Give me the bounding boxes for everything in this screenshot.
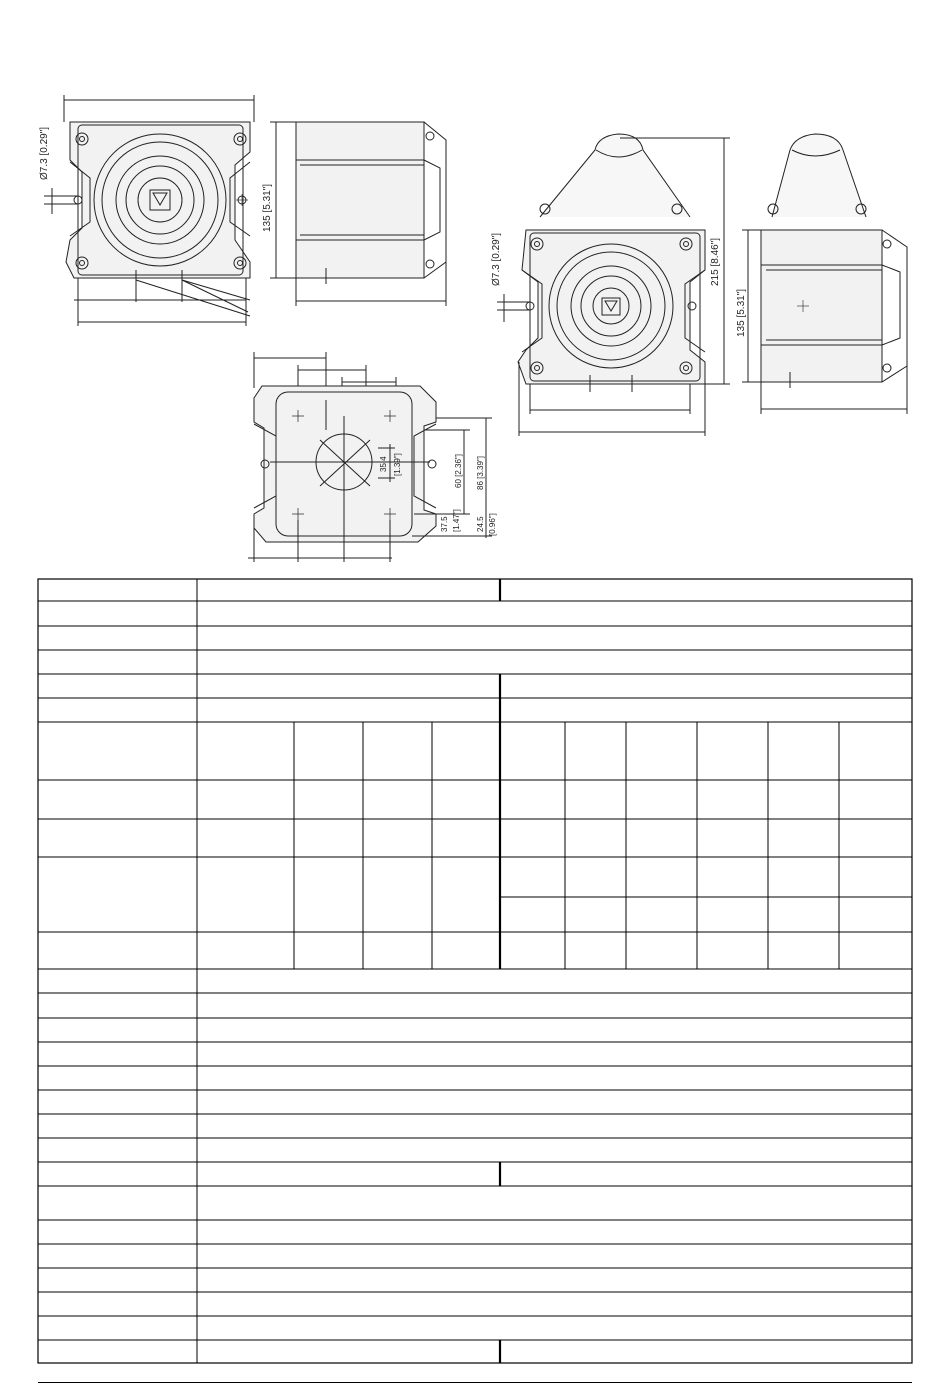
side-height-label-2: 135 [5.31"]	[736, 288, 747, 337]
total-height-label: 215 [8.46"]	[710, 237, 721, 286]
dim-86: 86 [3.39"]	[476, 456, 485, 490]
dim-37-5-in: [1.47"]	[452, 509, 461, 532]
dim-35-4: 35.4	[379, 456, 388, 472]
table-row-lines	[38, 601, 912, 1340]
dim-24-5-in: [0.96"]	[488, 513, 497, 536]
dim-60: 60 [2.36"]	[454, 454, 463, 488]
dim-37-5: 37.5	[440, 516, 449, 532]
dim-35-4-in: [1.39"]	[393, 453, 402, 476]
hole-dim-label-2: Ø7.3 [0.29"]	[491, 232, 502, 286]
footer-rule	[38, 1382, 912, 1383]
hole-dim-label: Ø7.3 [0.29"]	[39, 126, 50, 180]
side-height-label: 135 [5.31"]	[262, 183, 273, 232]
dim-24-5: 24.5	[476, 516, 485, 532]
